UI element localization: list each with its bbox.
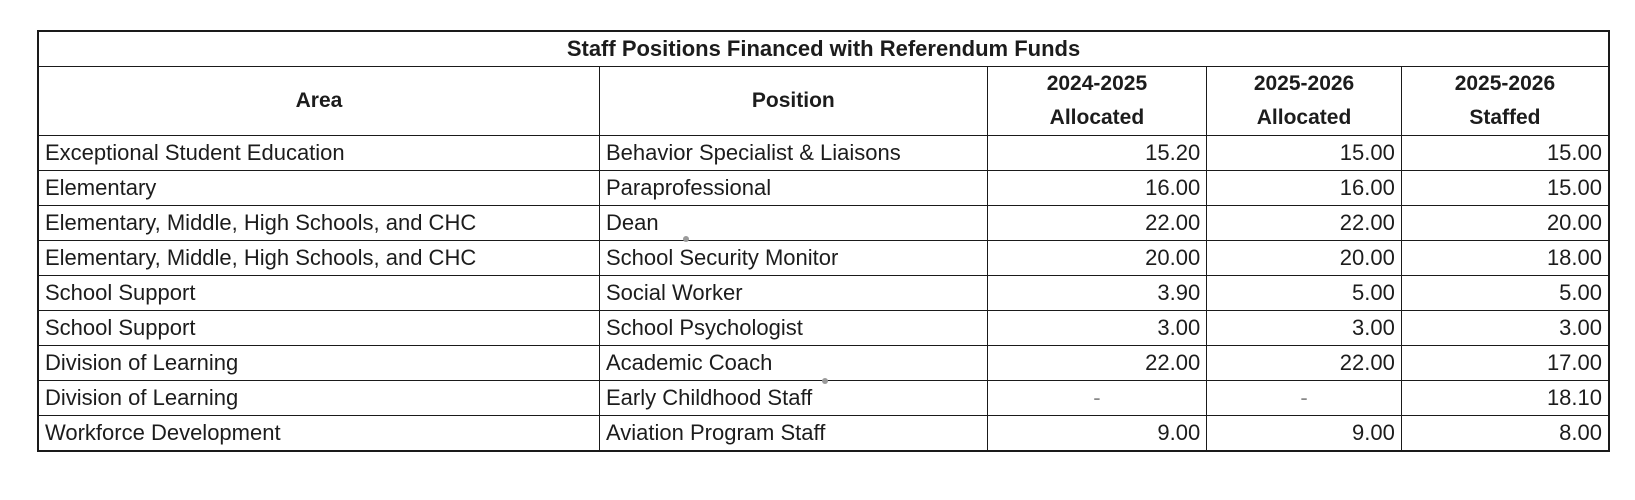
area-cell: Workforce Development [38, 416, 600, 452]
alloc-2024-2025-cell: 3.90 [987, 276, 1207, 311]
position-cell: School Psychologist [600, 311, 988, 346]
table-title: Staff Positions Financed with Referendum Funds [38, 31, 1609, 67]
area-cell: Elementary, Middle, High Schools, and CHC [38, 206, 600, 241]
header-line: 2025-2026 [1454, 72, 1556, 95]
position-cell: Behavior Specialist & Liaisons [600, 136, 988, 171]
staffed-2025-2026-cell: 18.00 [1401, 241, 1609, 276]
alloc-2024-2025-cell: 22.00 [987, 206, 1207, 241]
position-cell: Aviation Program Staff [600, 416, 988, 452]
area-cell: School Support [38, 276, 600, 311]
area-cell: School Support [38, 311, 600, 346]
position-cell: Social Worker [600, 276, 988, 311]
position-cell: Early Childhood Staff [600, 381, 988, 416]
header-position: Position [600, 67, 988, 136]
alloc-2024-2025-cell: 22.00 [987, 346, 1207, 381]
table-row [38, 346, 1609, 381]
header-2024-2025-allocated [987, 67, 1207, 136]
header-2025-2026-allocated [1207, 67, 1402, 136]
header-line: 2024-2025 [1046, 72, 1148, 95]
alloc-2024-2025-cell: 3.00 [987, 311, 1207, 346]
alloc-2025-2026-cell: 20.00 [1207, 241, 1402, 276]
area-cell: Elementary, Middle, High Schools, and CHC [38, 241, 600, 276]
staff-positions-table [37, 30, 1610, 452]
staffed-2025-2026-cell: 20.00 [1401, 206, 1609, 241]
alloc-2025-2026-cell: 15.00 [1207, 136, 1402, 171]
table-row [38, 311, 1609, 346]
alloc-2025-2026-cell: 16.00 [1207, 171, 1402, 206]
table-row [38, 206, 1609, 241]
area-cell: Division of Learning [38, 346, 600, 381]
staffed-2025-2026-cell: 15.00 [1401, 171, 1609, 206]
alloc-2024-2025-cell: 16.00 [987, 171, 1207, 206]
staffed-2025-2026-cell: 5.00 [1401, 276, 1609, 311]
header-line: Allocated [1049, 106, 1145, 129]
position-cell: School Security Monitor [600, 241, 988, 276]
alloc-2025-2026-cell: 3.00 [1207, 311, 1402, 346]
header-2025-2026-staffed [1401, 67, 1609, 136]
staffed-2025-2026-cell: 3.00 [1401, 311, 1609, 346]
table-row [38, 276, 1609, 311]
table-row [38, 171, 1609, 206]
staffed-2025-2026-cell: 15.00 [1401, 136, 1609, 171]
alloc-2024-2025-cell: 20.00 [987, 241, 1207, 276]
scan-speck [683, 236, 689, 242]
table-row [38, 136, 1609, 171]
alloc-2025-2026-cell: 9.00 [1207, 416, 1402, 452]
staffed-2025-2026-cell: 17.00 [1401, 346, 1609, 381]
header-line: 2025-2026 [1253, 72, 1355, 95]
alloc-2025-2026-cell: - [1207, 381, 1402, 416]
table-row [38, 381, 1609, 416]
alloc-2024-2025-cell: - [987, 381, 1207, 416]
alloc-2024-2025-cell: 15.20 [987, 136, 1207, 171]
staffed-2025-2026-cell: 8.00 [1401, 416, 1609, 452]
alloc-2024-2025-cell: 9.00 [987, 416, 1207, 452]
staffed-2025-2026-cell: 18.10 [1401, 381, 1609, 416]
header-line: Staffed [1469, 106, 1541, 129]
header-area: Area [38, 67, 600, 136]
table-row [38, 241, 1609, 276]
position-cell: Dean [600, 206, 988, 241]
area-cell: Exceptional Student Education [38, 136, 600, 171]
scan-speck [822, 378, 828, 384]
area-cell: Elementary [38, 171, 600, 206]
position-cell: Academic Coach [600, 346, 988, 381]
alloc-2025-2026-cell: 22.00 [1207, 346, 1402, 381]
header-line: Allocated [1256, 106, 1352, 129]
alloc-2025-2026-cell: 22.00 [1207, 206, 1402, 241]
alloc-2025-2026-cell: 5.00 [1207, 276, 1402, 311]
area-cell: Division of Learning [38, 381, 600, 416]
position-cell: Paraprofessional [600, 171, 988, 206]
table-row [38, 416, 1609, 452]
